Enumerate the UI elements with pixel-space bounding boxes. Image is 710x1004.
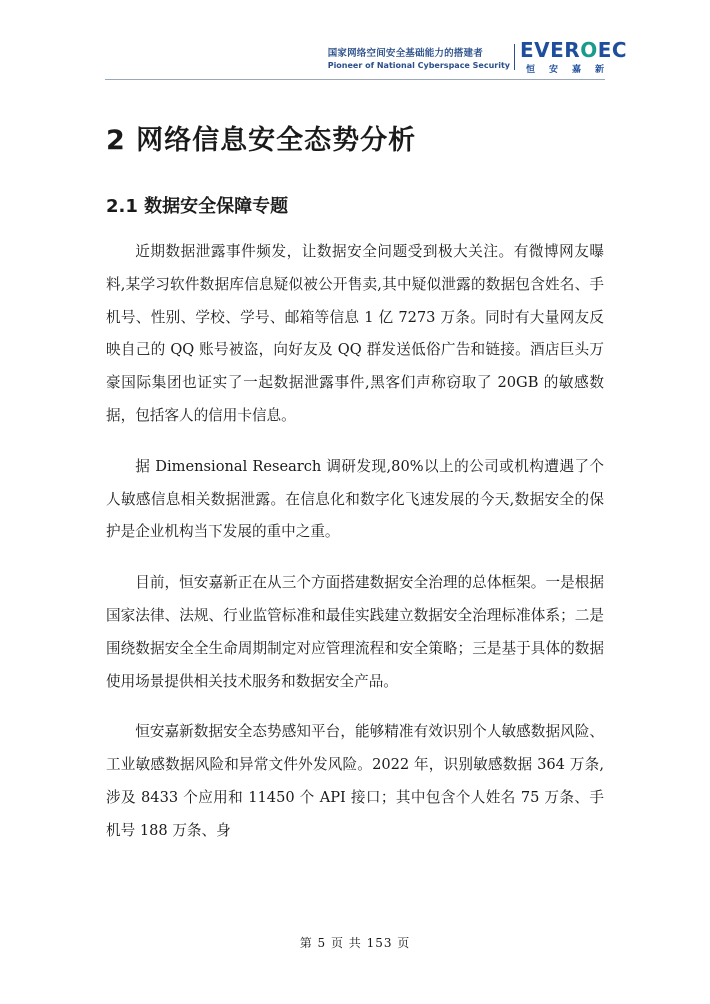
tagline-chinese: 国家网络空间安全基础能力的搭建者: [327, 48, 483, 59]
chapter-title: 2 网络信息安全态势分析: [106, 125, 417, 156]
company-logo: [520, 40, 630, 75]
header-rule: [105, 79, 605, 80]
paragraph: 据 Dimensional Research 调研发现,80%以上的公司或机构遭遇了个人敏感信息相关数据泄露。在信息化和数字化飞速发展的今天,数据安全的保护是企业机构当下发展的重中之重。: [106, 457, 604, 541]
logo-wordmark: [520, 40, 630, 60]
header-tagline: [328, 45, 510, 70]
tagline-english: Pioneer of National Cyberspace Security: [327, 61, 510, 70]
logo-part-2: EC: [597, 38, 628, 62]
logo-o-mark: O: [580, 38, 598, 62]
logo-part-1: EVER: [520, 38, 581, 62]
paragraph: 近期数据泄露事件频发，让数据安全问题受到极大关注。有微博网友曝料,某学习软件数据库信息疑似被公开售卖,其中疑似泄露的数据包含姓名、手机号、性别、学校、学号、邮箱等信息 1 亿 7273 万条。同时有大量网友反映自己的 QQ 账号被盗，向好友及 QQ 群发送低俗广告和链接。酒店巨头万豪国际集团也证实了一起数据泄露事件,黑客们声称窃取了 20GB 的敏感数据，包括客人的信用卡信息。: [106, 243, 604, 424]
section-title: 2.1 数据安全保障专题: [106, 196, 289, 217]
logo-chinese-name: 恒安嘉新: [526, 65, 619, 75]
page-header: [0, 0, 710, 80]
body-text: [106, 236, 604, 866]
header-separator: [514, 44, 515, 70]
page-number: 第 5 页 共 153 页: [299, 936, 411, 950]
paragraph: 目前，恒安嘉新正在从三个方面搭建数据安全治理的总体框架。一是根据国家法律、法规、行业监管标准和最佳实践建立数据安全治理标准体系；二是围绕数据安全全生命周期制定对应管理流程和安全策略；三是基于具体的数据使用场景提供相关技术服务和数据安全产品。: [106, 574, 604, 690]
paragraph: 恒安嘉新数据安全态势感知平台，能够精准有效识别个人敏感数据风险、工业敏感数据风险和异常文件外发风险。2022 年，识别敏感数据 364 万条,涉及 8433 个应用和 11450 个 API 接口；其中包含个人姓名 75 万条、手机号 188 万条、身: [106, 723, 604, 839]
